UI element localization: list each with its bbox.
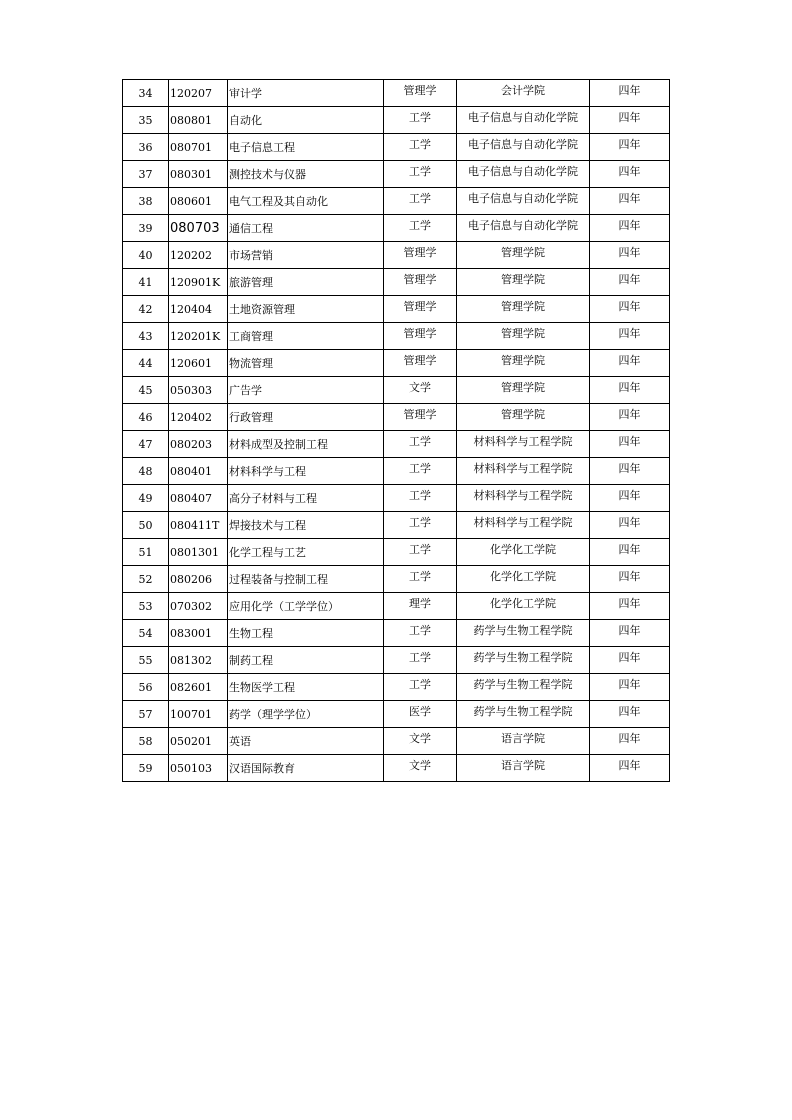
table-row	[123, 485, 670, 512]
college-cell: 药学与生物工程学院	[457, 620, 590, 647]
row-number-cell: 42	[123, 296, 169, 323]
degree-category-cell: 文学	[384, 755, 457, 782]
major-code-cell: 050103	[169, 755, 228, 782]
table-row	[123, 566, 670, 593]
row-number-cell: 38	[123, 188, 169, 215]
table-row	[123, 80, 670, 107]
major-code-cell: 080411T	[169, 512, 228, 539]
row-number-cell: 50	[123, 512, 169, 539]
major-name-cell: 应用化学（工学学位）	[228, 593, 384, 620]
study-length-cell: 四年	[590, 674, 670, 701]
degree-category-cell: 工学	[384, 107, 457, 134]
study-length-cell: 四年	[590, 296, 670, 323]
major-name-cell: 药学（理学学位）	[228, 701, 384, 728]
table-row	[123, 728, 670, 755]
college-cell: 材料科学与工程学院	[457, 512, 590, 539]
majors-table-body	[123, 80, 670, 782]
degree-category-cell: 工学	[384, 620, 457, 647]
table-row	[123, 512, 670, 539]
major-name-cell: 材料成型及控制工程	[228, 431, 384, 458]
table-row	[123, 647, 670, 674]
degree-category-cell: 工学	[384, 431, 457, 458]
table-row	[123, 674, 670, 701]
study-length-cell: 四年	[590, 512, 670, 539]
major-code-cell: 070302	[169, 593, 228, 620]
major-name-cell: 土地资源管理	[228, 296, 384, 323]
study-length-cell: 四年	[590, 755, 670, 782]
row-number-cell: 41	[123, 269, 169, 296]
study-length-cell: 四年	[590, 107, 670, 134]
table-row	[123, 350, 670, 377]
table-row	[123, 215, 670, 242]
degree-category-cell: 工学	[384, 647, 457, 674]
study-length-cell: 四年	[590, 647, 670, 674]
row-number-cell: 44	[123, 350, 169, 377]
major-code-cell: 080301	[169, 161, 228, 188]
major-name-cell: 汉语国际教育	[228, 755, 384, 782]
degree-category-cell: 管理学	[384, 80, 457, 107]
study-length-cell: 四年	[590, 161, 670, 188]
row-number-cell: 35	[123, 107, 169, 134]
major-code-cell: 120601	[169, 350, 228, 377]
table-row	[123, 242, 670, 269]
study-length-cell: 四年	[590, 134, 670, 161]
table-row	[123, 701, 670, 728]
college-cell: 电子信息与自动化学院	[457, 107, 590, 134]
row-number-cell: 53	[123, 593, 169, 620]
major-code-cell: 120201K	[169, 323, 228, 350]
table-row	[123, 134, 670, 161]
table-row	[123, 431, 670, 458]
major-code-cell: 050303	[169, 377, 228, 404]
major-code-cell: 080701	[169, 134, 228, 161]
major-name-cell: 广告学	[228, 377, 384, 404]
major-code-cell: 083001	[169, 620, 228, 647]
major-code-cell: 080703	[169, 215, 228, 242]
table-row	[123, 404, 670, 431]
college-cell: 电子信息与自动化学院	[457, 134, 590, 161]
study-length-cell: 四年	[590, 323, 670, 350]
college-cell: 化学化工学院	[457, 566, 590, 593]
major-name-cell: 行政管理	[228, 404, 384, 431]
table-row	[123, 323, 670, 350]
study-length-cell: 四年	[590, 728, 670, 755]
college-cell: 会计学院	[457, 80, 590, 107]
major-code-cell: 080801	[169, 107, 228, 134]
study-length-cell: 四年	[590, 269, 670, 296]
degree-category-cell: 管理学	[384, 323, 457, 350]
row-number-cell: 37	[123, 161, 169, 188]
major-name-cell: 英语	[228, 728, 384, 755]
major-code-cell: 120207	[169, 80, 228, 107]
college-cell: 语言学院	[457, 728, 590, 755]
study-length-cell: 四年	[590, 215, 670, 242]
college-cell: 材料科学与工程学院	[457, 485, 590, 512]
major-name-cell: 高分子材料与工程	[228, 485, 384, 512]
degree-category-cell: 工学	[384, 215, 457, 242]
degree-category-cell: 管理学	[384, 350, 457, 377]
major-name-cell: 审计学	[228, 80, 384, 107]
table-row	[123, 377, 670, 404]
row-number-cell: 52	[123, 566, 169, 593]
row-number-cell: 36	[123, 134, 169, 161]
degree-category-cell: 文学	[384, 728, 457, 755]
major-code-cell: 0801301	[169, 539, 228, 566]
college-cell: 电子信息与自动化学院	[457, 215, 590, 242]
college-cell: 电子信息与自动化学院	[457, 188, 590, 215]
major-name-cell: 市场营销	[228, 242, 384, 269]
row-number-cell: 43	[123, 323, 169, 350]
major-name-cell: 自动化	[228, 107, 384, 134]
table-row	[123, 593, 670, 620]
college-cell: 管理学院	[457, 350, 590, 377]
row-number-cell: 57	[123, 701, 169, 728]
table-row	[123, 161, 670, 188]
college-cell: 管理学院	[457, 404, 590, 431]
major-code-cell: 080206	[169, 566, 228, 593]
row-number-cell: 34	[123, 80, 169, 107]
row-number-cell: 39	[123, 215, 169, 242]
major-name-cell: 物流管理	[228, 350, 384, 377]
major-name-cell: 材料科学与工程	[228, 458, 384, 485]
college-cell: 语言学院	[457, 755, 590, 782]
college-cell: 管理学院	[457, 242, 590, 269]
table-row	[123, 269, 670, 296]
row-number-cell: 47	[123, 431, 169, 458]
degree-category-cell: 管理学	[384, 269, 457, 296]
table-row	[123, 755, 670, 782]
study-length-cell: 四年	[590, 431, 670, 458]
major-code-cell: 100701	[169, 701, 228, 728]
degree-category-cell: 工学	[384, 134, 457, 161]
row-number-cell: 59	[123, 755, 169, 782]
degree-category-cell: 工学	[384, 566, 457, 593]
study-length-cell: 四年	[590, 701, 670, 728]
table-row	[123, 539, 670, 566]
row-number-cell: 49	[123, 485, 169, 512]
major-code-cell: 080407	[169, 485, 228, 512]
major-name-cell: 生物工程	[228, 620, 384, 647]
major-name-cell: 生物医学工程	[228, 674, 384, 701]
major-name-cell: 通信工程	[228, 215, 384, 242]
major-name-cell: 制药工程	[228, 647, 384, 674]
college-cell: 电子信息与自动化学院	[457, 161, 590, 188]
degree-category-cell: 理学	[384, 593, 457, 620]
study-length-cell: 四年	[590, 458, 670, 485]
study-length-cell: 四年	[590, 80, 670, 107]
study-length-cell: 四年	[590, 566, 670, 593]
study-length-cell: 四年	[590, 350, 670, 377]
college-cell: 药学与生物工程学院	[457, 674, 590, 701]
degree-category-cell: 工学	[384, 485, 457, 512]
college-cell: 化学化工学院	[457, 539, 590, 566]
major-name-cell: 旅游管理	[228, 269, 384, 296]
row-number-cell: 48	[123, 458, 169, 485]
degree-category-cell: 工学	[384, 512, 457, 539]
row-number-cell: 51	[123, 539, 169, 566]
study-length-cell: 四年	[590, 242, 670, 269]
major-name-cell: 焊接技术与工程	[228, 512, 384, 539]
major-code-cell: 081302	[169, 647, 228, 674]
degree-category-cell: 工学	[384, 188, 457, 215]
major-code-cell: 120404	[169, 296, 228, 323]
major-name-cell: 过程装备与控制工程	[228, 566, 384, 593]
degree-category-cell: 文学	[384, 377, 457, 404]
study-length-cell: 四年	[590, 539, 670, 566]
major-code-cell: 120202	[169, 242, 228, 269]
major-name-cell: 化学工程与工艺	[228, 539, 384, 566]
study-length-cell: 四年	[590, 377, 670, 404]
degree-category-cell: 工学	[384, 539, 457, 566]
study-length-cell: 四年	[590, 188, 670, 215]
major-code-cell: 120901K	[169, 269, 228, 296]
major-code-cell: 082601	[169, 674, 228, 701]
table-row	[123, 458, 670, 485]
degree-category-cell: 管理学	[384, 404, 457, 431]
table-row	[123, 107, 670, 134]
degree-category-cell: 医学	[384, 701, 457, 728]
study-length-cell: 四年	[590, 620, 670, 647]
college-cell: 材料科学与工程学院	[457, 431, 590, 458]
college-cell: 化学化工学院	[457, 593, 590, 620]
major-name-cell: 电子信息工程	[228, 134, 384, 161]
row-number-cell: 58	[123, 728, 169, 755]
college-cell: 药学与生物工程学院	[457, 647, 590, 674]
table-row	[123, 188, 670, 215]
row-number-cell: 45	[123, 377, 169, 404]
college-cell: 材料科学与工程学院	[457, 458, 590, 485]
college-cell: 管理学院	[457, 269, 590, 296]
row-number-cell: 40	[123, 242, 169, 269]
major-code-cell: 080401	[169, 458, 228, 485]
major-code-cell: 120402	[169, 404, 228, 431]
row-number-cell: 46	[123, 404, 169, 431]
study-length-cell: 四年	[590, 485, 670, 512]
college-cell: 药学与生物工程学院	[457, 701, 590, 728]
degree-category-cell: 管理学	[384, 296, 457, 323]
college-cell: 管理学院	[457, 296, 590, 323]
major-name-cell: 工商管理	[228, 323, 384, 350]
major-code-cell: 080601	[169, 188, 228, 215]
study-length-cell: 四年	[590, 404, 670, 431]
row-number-cell: 54	[123, 620, 169, 647]
majors-table	[122, 79, 670, 782]
college-cell: 管理学院	[457, 323, 590, 350]
degree-category-cell: 工学	[384, 458, 457, 485]
major-name-cell: 电气工程及其自动化	[228, 188, 384, 215]
study-length-cell: 四年	[590, 593, 670, 620]
major-code-cell: 080203	[169, 431, 228, 458]
degree-category-cell: 管理学	[384, 242, 457, 269]
degree-category-cell: 工学	[384, 674, 457, 701]
table-row	[123, 296, 670, 323]
major-name-cell: 测控技术与仪器	[228, 161, 384, 188]
college-cell: 管理学院	[457, 377, 590, 404]
row-number-cell: 56	[123, 674, 169, 701]
table-row	[123, 620, 670, 647]
degree-category-cell: 工学	[384, 161, 457, 188]
major-code-cell: 050201	[169, 728, 228, 755]
row-number-cell: 55	[123, 647, 169, 674]
